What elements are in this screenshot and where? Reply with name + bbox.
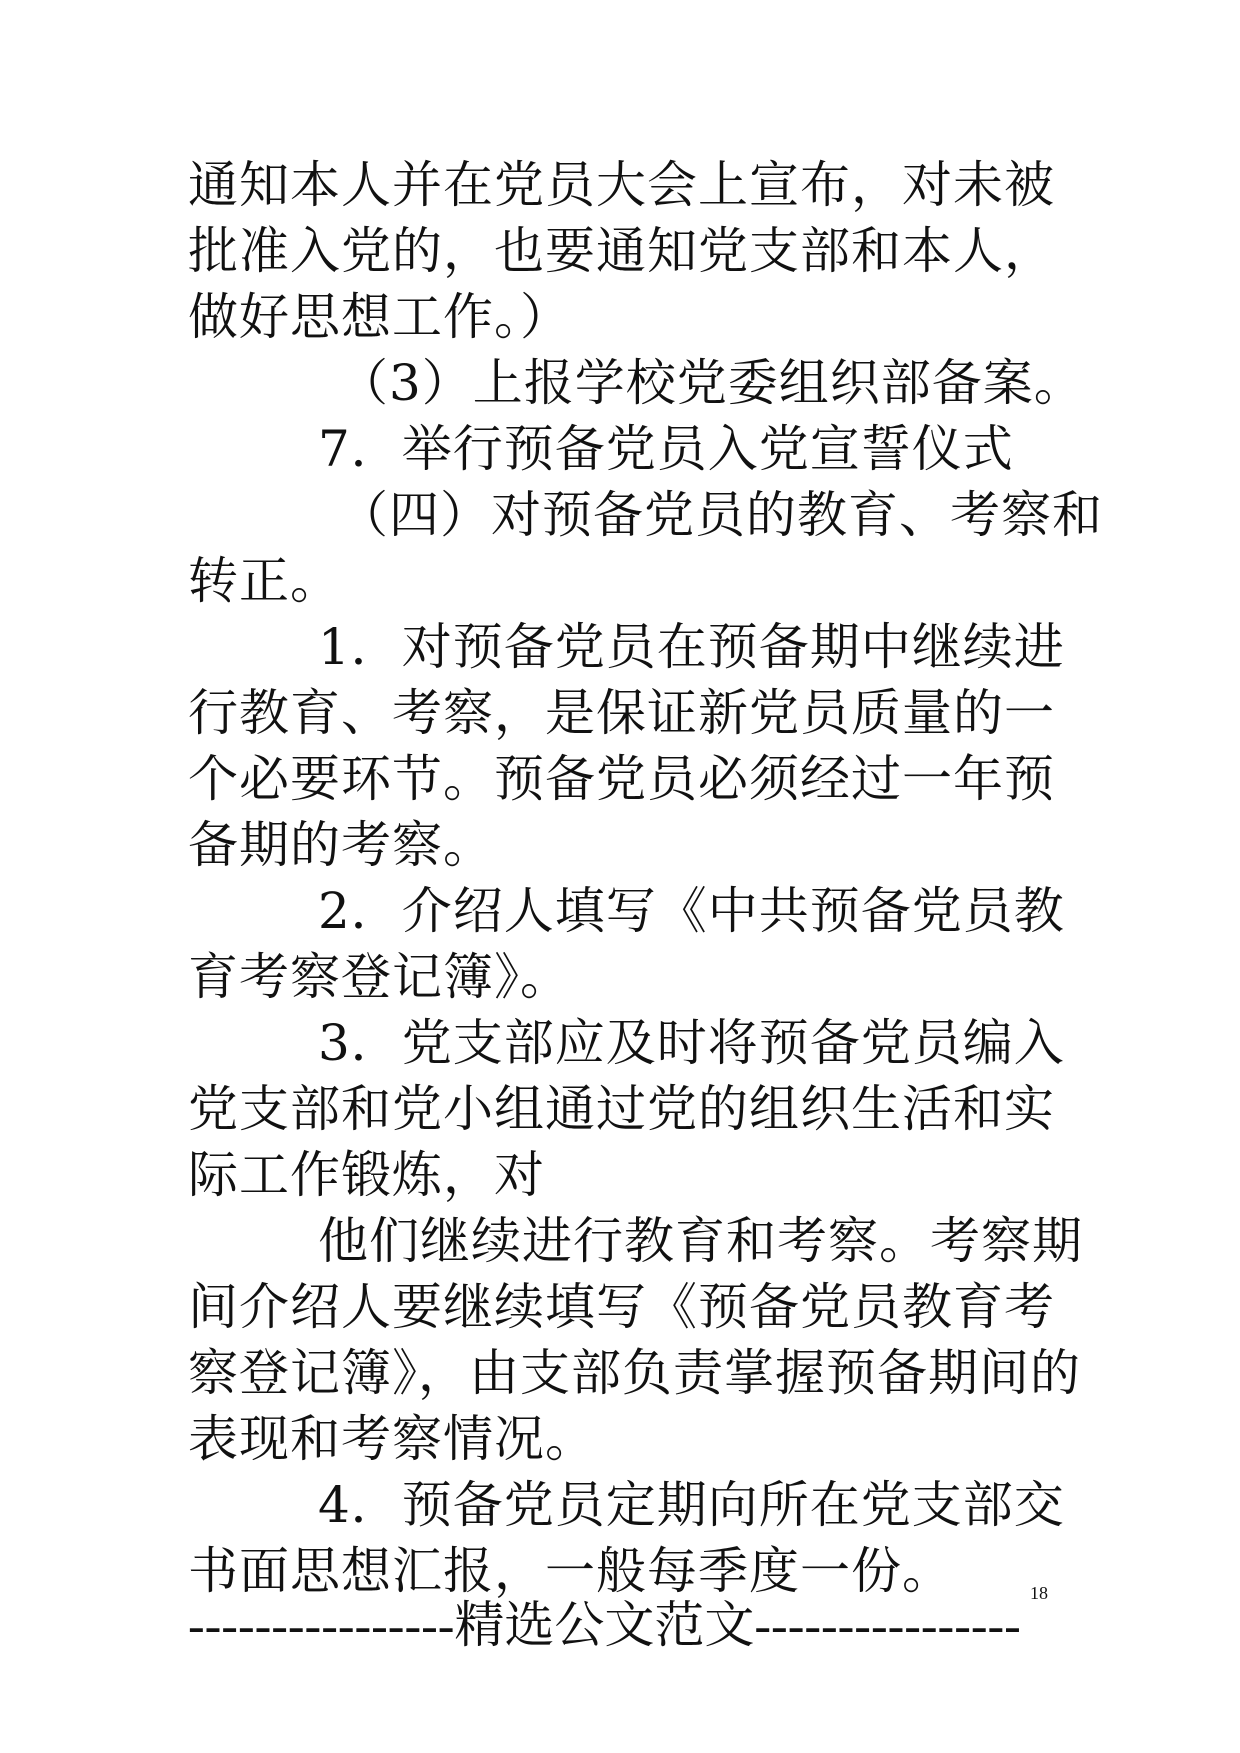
text-line: 4．预备党员定期向所在党支部交 xyxy=(318,1476,1065,1534)
text-line: 间介绍人要继续填写《预备党员教育考 xyxy=(188,1278,1055,1336)
page-number: 18 xyxy=(1030,1583,1048,1603)
text-line: 他们继续进行教育和考察。考察期 xyxy=(318,1212,1083,1270)
text-line: 3．党支部应及时将预备党员编入 xyxy=(318,1014,1065,1072)
section-heading: 7．举行预备党员入党宣誓仪式 xyxy=(318,420,1014,478)
text-line: 个必要环节。预备党员必须经过一年预 xyxy=(188,750,1055,808)
document-body xyxy=(188,152,1103,1604)
text-line: 备期的考察。 xyxy=(188,816,494,874)
text-line: （3）上报学校党委组织部备案。 xyxy=(338,354,1085,412)
footer-right-dashes: ---------------- xyxy=(754,1597,1021,1653)
page-footer xyxy=(188,1592,1060,1658)
text-line: 表现和考察情况。 xyxy=(188,1410,596,1468)
text-line: 书面思想汇报，一般每季度一份。 xyxy=(188,1542,953,1600)
text-line: 行教育、考察，是保证新党员质量的一 xyxy=(188,684,1055,742)
text-line: 党支部和党小组通过党的组织生活和实 xyxy=(188,1080,1055,1138)
footer-left-dashes: ---------------- xyxy=(188,1597,455,1653)
footer-title: 精选公文范文 xyxy=(454,1596,755,1654)
text-line: 际工作锻炼，对 xyxy=(188,1146,545,1204)
text-line: 2．介绍人填写《中共预备党员教 xyxy=(318,882,1065,940)
text-line: 转正。 xyxy=(188,552,341,610)
text-line: 通知本人并在党员大会上宣布，对未被 xyxy=(188,156,1055,214)
text-line: 1．对预备党员在预备期中继续进 xyxy=(318,618,1065,676)
text-line: 察登记簿》，由支部负责掌握预备期间的 xyxy=(188,1344,1081,1402)
text-line: 育考察登记簿》。 xyxy=(188,948,571,1006)
text-line: 做好思想工作。） xyxy=(188,288,571,346)
section-heading: （四）对预备党员的教育、考察和 xyxy=(338,486,1103,544)
text-line: 批准入党的，也要通知党支部和本人， xyxy=(188,222,1055,280)
